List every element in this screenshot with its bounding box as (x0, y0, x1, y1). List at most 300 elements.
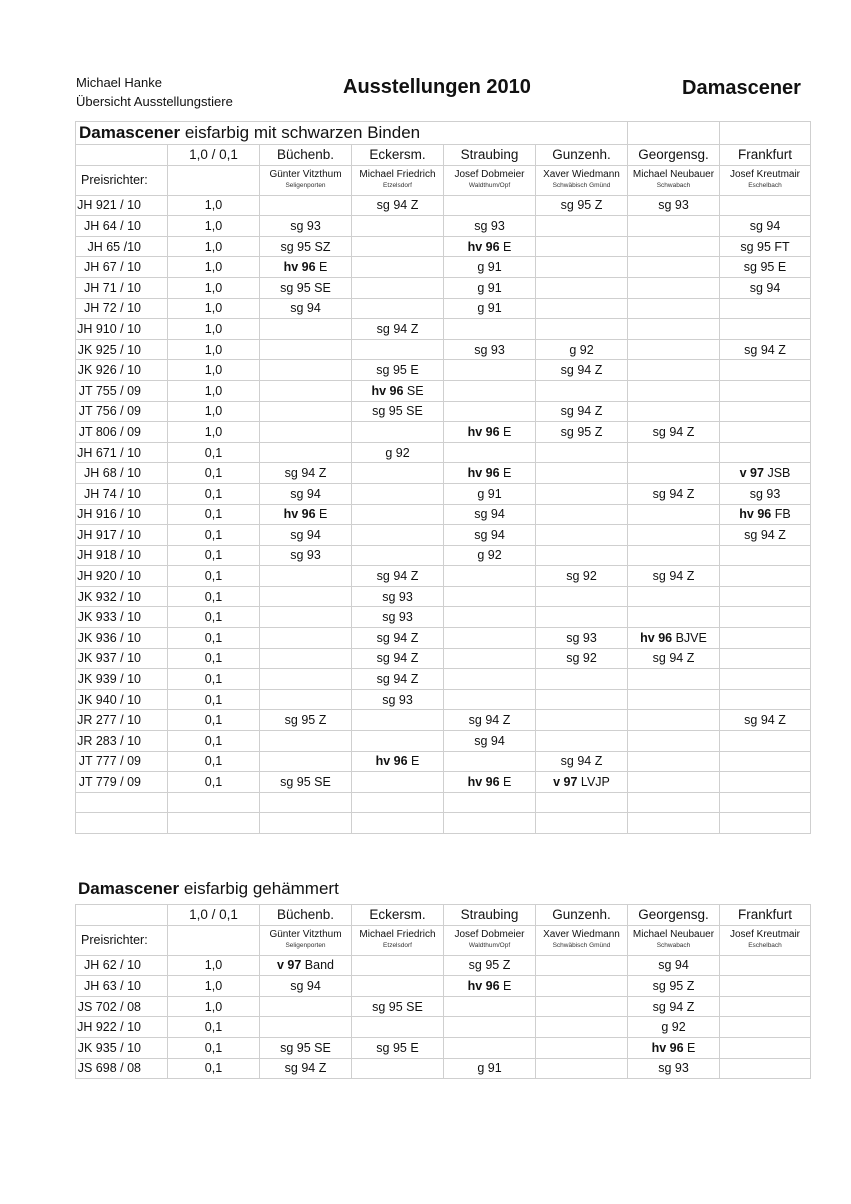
grade-cell: sg 94 Z (352, 628, 444, 649)
table-row (76, 195, 811, 216)
judge-cell (536, 165, 628, 195)
grade-cell (628, 669, 720, 690)
sex-cell: 0,1 (168, 566, 260, 587)
grade-cell: sg 94 Z (628, 648, 720, 669)
grade-cell (628, 751, 720, 772)
judge-name: Michael Neubauer (632, 929, 715, 941)
grade-cell (628, 442, 720, 463)
table-row (76, 772, 811, 793)
grade-cell (536, 996, 628, 1017)
grade-cell (720, 976, 811, 997)
grade-cell (536, 298, 628, 319)
blank-cell (76, 792, 168, 813)
grade-cell (628, 380, 720, 401)
blank-cell (720, 792, 811, 813)
sex-cell: 0,1 (168, 1058, 260, 1079)
table-row (76, 689, 811, 710)
grade-cell (720, 298, 811, 319)
grade-cell: sg 94 Z (260, 463, 352, 484)
grade-cell (260, 628, 352, 649)
ring-number: JH 921 / 10 (76, 195, 168, 216)
column-header: Gunzenh. (536, 905, 628, 926)
grade-cell (720, 1058, 811, 1079)
grade-cell: sg 94 Z (628, 483, 720, 504)
ring-number: JH 71 / 10 (76, 277, 168, 298)
sex-cell: 0,1 (168, 586, 260, 607)
grade-bold: hv 96 (651, 1040, 684, 1055)
grade-cell (260, 401, 352, 422)
grade-cell (536, 525, 628, 546)
grade-cell (352, 277, 444, 298)
grade-cell: sg 94 Z (536, 360, 628, 381)
grade-cell: sg 95 SZ (260, 236, 352, 257)
judge-row (76, 165, 811, 195)
column-header: 1,0 / 0,1 (168, 145, 260, 166)
column-header: Büchenb. (260, 145, 352, 166)
sex-cell: 1,0 (168, 339, 260, 360)
grade-cell (628, 216, 720, 237)
table-row (76, 463, 811, 484)
grade-cell (720, 689, 811, 710)
ring-number: JH 916 / 10 (76, 504, 168, 525)
results-table-black-bars (75, 121, 811, 834)
grade-cell: hv 96 E (444, 422, 536, 443)
grade-cell (260, 422, 352, 443)
ring-number: JH 64 / 10 (76, 216, 168, 237)
grade-cell (352, 955, 444, 976)
sex-cell: 0,1 (168, 1017, 260, 1038)
grade-cell (260, 380, 352, 401)
column-header-empty (76, 905, 168, 926)
table-row (76, 380, 811, 401)
table-row (76, 710, 811, 731)
judge-place: Seligenporten (285, 182, 326, 190)
sex-cell: 1,0 (168, 236, 260, 257)
grade-cell (536, 257, 628, 278)
grade-cell: sg 94 Z (628, 422, 720, 443)
table-row (76, 1037, 811, 1058)
ring-number: JT 779 / 09 (76, 772, 168, 793)
grade-cell (628, 339, 720, 360)
blank-cell (536, 792, 628, 813)
grade-cell (720, 751, 811, 772)
grade-cell (536, 1037, 628, 1058)
ring-number: JK 937 / 10 (76, 648, 168, 669)
grade-cell (720, 566, 811, 587)
grade-cell: sg 95 Z (536, 195, 628, 216)
blank-cell (536, 813, 628, 834)
ring-number: JH 920 / 10 (76, 566, 168, 587)
grade-cell: sg 93 (536, 628, 628, 649)
judge-name: Günter Vitzthum (269, 929, 342, 941)
grade-cell (352, 236, 444, 257)
grade-cell: sg 94 (444, 504, 536, 525)
judge-label: Preisrichter: (76, 165, 168, 195)
grade-cell (720, 628, 811, 649)
grade-bold: hv 96 (283, 260, 316, 275)
grade-cell: hv 96 E (444, 463, 536, 484)
blank-row (76, 813, 811, 834)
grade-cell: sg 95 E (352, 1037, 444, 1058)
grade-cell: v 97 JSB (720, 463, 811, 484)
judge-place: Waldthum/Opf (468, 182, 511, 190)
grade-cell (628, 298, 720, 319)
grade-cell: hv 96 E (352, 751, 444, 772)
sex-cell: 1,0 (168, 195, 260, 216)
grade-cell: sg 93 (352, 607, 444, 628)
ring-number: JH 65 /10 (76, 236, 168, 257)
table-row (76, 669, 811, 690)
grade-cell (444, 607, 536, 628)
grade-cell: sg 94 (444, 731, 536, 752)
grade-cell (628, 504, 720, 525)
grade-cell (536, 710, 628, 731)
ring-number: JK 926 / 10 (76, 360, 168, 381)
page-title: Ausstellungen 2010 (343, 76, 531, 98)
ring-number: JK 936 / 10 (76, 628, 168, 649)
grade-cell (720, 996, 811, 1017)
sex-cell: 0,1 (168, 751, 260, 772)
judge-place: Schwabach (656, 942, 691, 950)
grade-cell (444, 1037, 536, 1058)
sex-cell: 1,0 (168, 401, 260, 422)
sex-cell: 1,0 (168, 360, 260, 381)
sex-cell: 1,0 (168, 277, 260, 298)
grade-cell (352, 463, 444, 484)
ring-number: JT 777 / 09 (76, 751, 168, 772)
sex-cell: 0,1 (168, 689, 260, 710)
grade-bold: hv 96 (467, 978, 500, 993)
grade-cell (260, 1017, 352, 1038)
grade-bold: hv 96 (467, 466, 500, 481)
grade-cell: sg 94 Z (536, 751, 628, 772)
grade-cell: v 97 LVJP (536, 772, 628, 793)
grade-cell: sg 93 (720, 483, 811, 504)
ring-number: JR 277 / 10 (76, 710, 168, 731)
table-row (76, 976, 811, 997)
grade-cell (352, 731, 444, 752)
grade-cell (720, 669, 811, 690)
grade-cell (352, 545, 444, 566)
grade-bold: hv 96 (467, 239, 500, 254)
grade-cell: sg 95 E (352, 360, 444, 381)
table-row (76, 339, 811, 360)
sex-cell: 1,0 (168, 216, 260, 237)
judge-name: Xaver Wiedmann (543, 929, 620, 941)
grade-cell (628, 586, 720, 607)
ring-number: JT 756 / 09 (76, 401, 168, 422)
grade-cell (260, 996, 352, 1017)
grade-cell (260, 195, 352, 216)
column-header: Gunzenh. (536, 145, 628, 166)
grade-cell (444, 648, 536, 669)
table-2-title: Damascener eisfarbig gehämmert (78, 879, 339, 898)
ring-number: JT 806 / 09 (76, 422, 168, 443)
author-name: Michael Hanke (76, 75, 162, 90)
grade-cell (720, 955, 811, 976)
results-table-hammered (75, 904, 811, 1079)
grade-cell: g 91 (444, 257, 536, 278)
table-row (76, 360, 811, 381)
grade-cell: sg 93 (260, 216, 352, 237)
grade-cell: sg 94 Z (720, 710, 811, 731)
judge-name: Josef Kreutmair (729, 169, 801, 181)
ring-number: JH 917 / 10 (76, 525, 168, 546)
judge-place: Schwäbisch Gmünd (552, 942, 611, 950)
header-author-block (76, 73, 233, 111)
judge-place: Etzelsdorf (383, 942, 412, 950)
blank-cell (260, 792, 352, 813)
sex-cell: 1,0 (168, 257, 260, 278)
grade-cell (260, 586, 352, 607)
grade-bold: hv 96 (375, 754, 408, 769)
grade-cell (352, 772, 444, 793)
grade-cell (536, 216, 628, 237)
ring-number: JS 698 / 08 (76, 1058, 168, 1079)
grade-cell (628, 545, 720, 566)
grade-cell (628, 525, 720, 546)
grade-cell (536, 586, 628, 607)
grade-cell (444, 442, 536, 463)
table-row (76, 1058, 811, 1079)
judge-empty (168, 165, 260, 195)
grade-cell: hv 96 BJVE (628, 628, 720, 649)
grade-cell: sg 94 (720, 216, 811, 237)
column-header: Georgensg. (628, 145, 720, 166)
table-row (76, 257, 811, 278)
grade-cell (536, 442, 628, 463)
sex-cell: 1,0 (168, 298, 260, 319)
grade-cell (444, 628, 536, 649)
sex-cell: 1,0 (168, 996, 260, 1017)
table-row (76, 731, 811, 752)
table-row (76, 525, 811, 546)
judge-place: Eschelbach (748, 182, 782, 190)
ring-number: JK 939 / 10 (76, 669, 168, 690)
blank-cell (628, 813, 720, 834)
grade-cell (352, 525, 444, 546)
ring-number: JH 68 / 10 (76, 463, 168, 484)
sex-cell: 0,1 (168, 504, 260, 525)
column-header: Frankfurt (720, 145, 811, 166)
grade-cell: g 92 (444, 545, 536, 566)
grade-bold: hv 96 (640, 630, 673, 645)
sex-cell: 0,1 (168, 772, 260, 793)
grade-cell (536, 545, 628, 566)
grade-bold: hv 96 (467, 424, 500, 439)
grade-cell (352, 710, 444, 731)
grade-cell: sg 94 Z (628, 566, 720, 587)
ring-number: JT 755 / 09 (76, 380, 168, 401)
grade-cell: sg 94 (720, 277, 811, 298)
ring-number: JH 63 / 10 (76, 976, 168, 997)
grade-cell (536, 1017, 628, 1038)
grade-cell (536, 1058, 628, 1079)
grade-cell (260, 339, 352, 360)
grade-cell: g 91 (444, 298, 536, 319)
grade-cell (260, 360, 352, 381)
grade-cell (260, 648, 352, 669)
grade-cell: g 92 (628, 1017, 720, 1038)
table-row (76, 442, 811, 463)
grade-cell (536, 463, 628, 484)
grade-cell: sg 95 SE (260, 1037, 352, 1058)
ring-number: JH 67 / 10 (76, 257, 168, 278)
judge-name: Michael Friedrich (359, 929, 436, 941)
grade-cell: sg 94 Z (352, 648, 444, 669)
grade-cell (444, 996, 536, 1017)
sex-cell: 1,0 (168, 422, 260, 443)
grade-cell: g 91 (444, 1058, 536, 1079)
table-row (76, 996, 811, 1017)
ring-number: JH 922 / 10 (76, 1017, 168, 1038)
table-row (76, 751, 811, 772)
grade-cell: sg 95 FT (720, 236, 811, 257)
column-header: 1,0 / 0,1 (168, 905, 260, 926)
table-row (76, 648, 811, 669)
grade-cell (260, 319, 352, 340)
judge-name: Michael Friedrich (359, 169, 436, 181)
grade-bold: v 97 (739, 466, 764, 481)
ring-number: JH 72 / 10 (76, 298, 168, 319)
grade-cell (444, 689, 536, 710)
grade-cell (720, 1037, 811, 1058)
ring-number: JR 283 / 10 (76, 731, 168, 752)
blank-cell (352, 792, 444, 813)
judge-cell (260, 925, 352, 955)
grade-cell: sg 94 Z (720, 339, 811, 360)
grade-cell: sg 93 (260, 545, 352, 566)
table-row (76, 422, 811, 443)
judge-row (76, 925, 811, 955)
grade-cell: sg 95 SE (260, 772, 352, 793)
grade-cell (536, 504, 628, 525)
grade-cell (628, 360, 720, 381)
grade-cell: sg 94 Z (444, 710, 536, 731)
blank-cell (168, 813, 260, 834)
table-row (76, 607, 811, 628)
judge-place: Schwäbisch Gmünd (552, 182, 611, 190)
grade-cell: hv 96 E (260, 257, 352, 278)
judge-cell (628, 165, 720, 195)
table-row (76, 955, 811, 976)
grade-cell (444, 380, 536, 401)
judge-place: Eschelbach (748, 942, 782, 950)
table-row (76, 236, 811, 257)
judge-name: Günter Vitzthum (269, 169, 342, 181)
table-row (76, 277, 811, 298)
grade-cell: hv 96 SE (352, 380, 444, 401)
grade-cell: hv 96 E (628, 1037, 720, 1058)
grade-cell: sg 93 (352, 586, 444, 607)
grade-cell: hv 96 E (444, 236, 536, 257)
grade-cell (260, 689, 352, 710)
ring-number: JK 932 / 10 (76, 586, 168, 607)
grade-cell (720, 731, 811, 752)
grade-cell (720, 586, 811, 607)
table-row (76, 504, 811, 525)
ring-number: JK 933 / 10 (76, 607, 168, 628)
grade-cell (536, 380, 628, 401)
grade-cell (352, 1017, 444, 1038)
sex-cell: 0,1 (168, 525, 260, 546)
sex-cell: 0,1 (168, 545, 260, 566)
table-title: Damascener eisfarbig mit schwarzen Binden (76, 122, 536, 145)
table-row (76, 1017, 811, 1038)
grade-cell (720, 545, 811, 566)
grade-cell: g 92 (536, 339, 628, 360)
grade-cell (536, 236, 628, 257)
sex-cell: 1,0 (168, 955, 260, 976)
table-row (76, 628, 811, 649)
grade-cell (720, 380, 811, 401)
grade-cell: g 91 (444, 277, 536, 298)
grade-cell (536, 319, 628, 340)
grade-cell (628, 319, 720, 340)
judge-place: Schwabach (656, 182, 691, 190)
grade-cell (260, 751, 352, 772)
grade-cell (720, 772, 811, 793)
grade-cell: sg 94 Z (352, 319, 444, 340)
blank-cell (444, 813, 536, 834)
column-header: Eckersm. (352, 145, 444, 166)
grade-cell (352, 483, 444, 504)
grade-cell (444, 751, 536, 772)
grade-cell: sg 95 SE (352, 401, 444, 422)
sex-cell: 0,1 (168, 731, 260, 752)
grade-cell: g 91 (444, 483, 536, 504)
judge-name: Xaver Wiedmann (543, 169, 620, 181)
grade-cell: hv 96 E (444, 976, 536, 997)
grade-cell: sg 94 Z (260, 1058, 352, 1079)
grade-cell: sg 94 (444, 525, 536, 546)
grade-cell (536, 689, 628, 710)
grade-cell: sg 94 Z (352, 566, 444, 587)
judge-label: Preisrichter: (76, 925, 168, 955)
table-row (76, 586, 811, 607)
sex-cell: 0,1 (168, 669, 260, 690)
grade-cell (536, 731, 628, 752)
judge-place: Seligenporten (285, 942, 326, 950)
grade-cell: hv 96 E (260, 504, 352, 525)
grade-cell (720, 195, 811, 216)
column-header: Straubing (444, 905, 536, 926)
grade-cell: v 97 Band (260, 955, 352, 976)
table-row (76, 483, 811, 504)
grade-cell: sg 93 (628, 195, 720, 216)
judge-name: Josef Kreutmair (729, 929, 801, 941)
document-subtitle: Übersicht Ausstellungstiere (76, 94, 233, 109)
judge-place: Etzelsdorf (383, 182, 412, 190)
grade-cell: sg 94 Z (628, 996, 720, 1017)
grade-cell: sg 94 (628, 955, 720, 976)
grade-cell: sg 94 (260, 298, 352, 319)
column-header: Frankfurt (720, 905, 811, 926)
grade-cell: sg 95 E (720, 257, 811, 278)
blank-cell (352, 813, 444, 834)
grade-cell: sg 95 Z (444, 955, 536, 976)
grade-cell (628, 401, 720, 422)
grade-cell (628, 772, 720, 793)
grade-cell (536, 976, 628, 997)
grade-cell (352, 216, 444, 237)
table-row (76, 319, 811, 340)
grade-cell: sg 94 Z (720, 525, 811, 546)
grade-cell: sg 94 Z (352, 195, 444, 216)
grade-cell (352, 976, 444, 997)
judge-name: Josef Dobmeier (454, 169, 525, 181)
grade-bold: v 97 (553, 775, 578, 790)
